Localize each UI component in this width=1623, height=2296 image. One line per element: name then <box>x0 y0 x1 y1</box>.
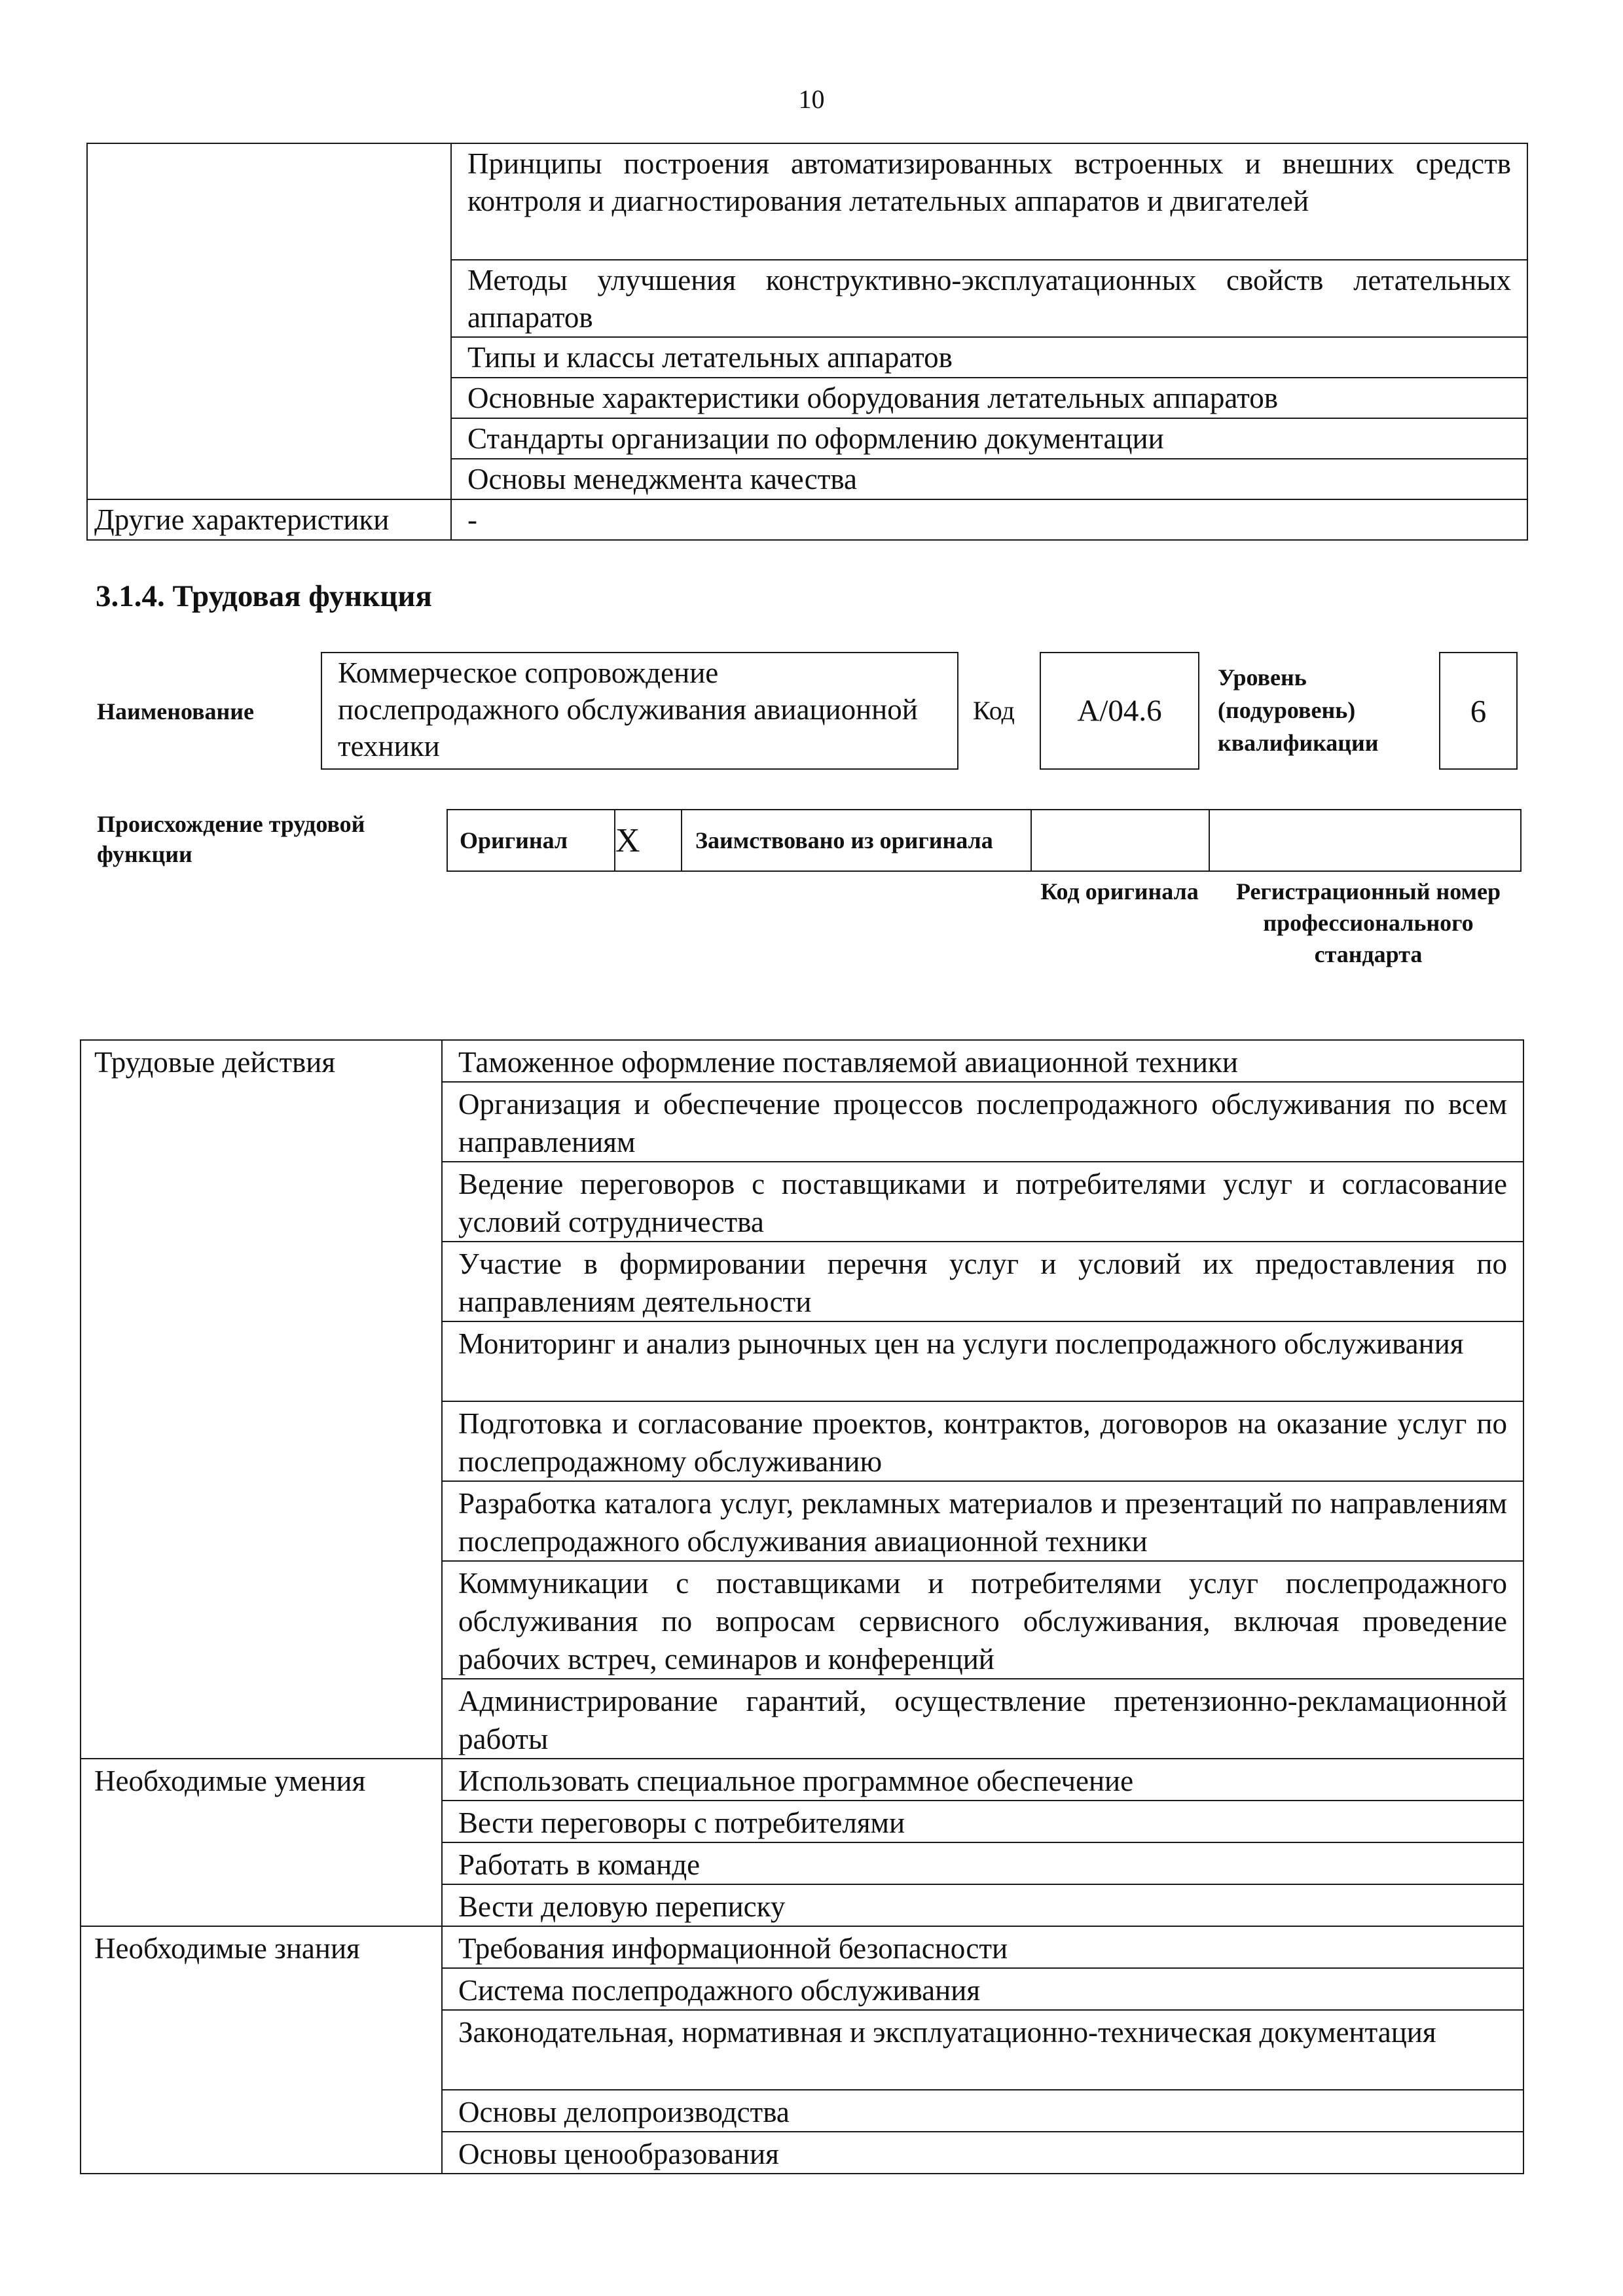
knowledge-item: Основы ценообразования <box>442 2132 1523 2174</box>
required-knowledge-label: Необходимые знания <box>81 1926 442 2174</box>
labor-action-item: Коммуникации с поставщиками и потребителями услуг послепродажного обслуживания по вопросам сервисного обслуживания, включая проведение рабочих встреч, семинаров и конференций <box>442 1561 1523 1679</box>
function-code-box <box>1040 652 1199 770</box>
function-name-value: Коммерческое сопровождение послепродажного обслуживания авиационной техники <box>338 656 918 762</box>
labor-action-item: Подготовка и согласование проектов, контрактов, договоров на оказание услуг по послепродажному обслуживанию <box>442 1401 1523 1481</box>
original-mark: Х <box>615 810 682 871</box>
labor-action-item: Разработка каталога услуг, рекламных материалов и презентаций по направлениям послепродажного обслуживания авиационной техники <box>442 1481 1523 1561</box>
other-characteristics-value: - <box>451 499 1527 540</box>
labor-action-item: Участие в формировании перечня услуг и условий их предоставления по направлениям деятельности <box>442 1242 1523 1321</box>
skill-item: Использовать специальное программное обеспечение <box>442 1759 1523 1801</box>
knowledge-item: Основы менеджмента качества <box>451 459 1527 499</box>
registration-number-cell <box>1209 810 1521 871</box>
qualification-level-value: 6 <box>1470 692 1487 729</box>
labor-action-item: Организация и обеспечение процессов послепродажного обслуживания по всем направлениям <box>442 1082 1523 1162</box>
original-code-cell <box>1031 810 1209 871</box>
knowledge-item: Стандарты организации по оформлению документации <box>451 418 1527 459</box>
code-label: Код <box>973 696 1015 725</box>
registration-number-caption: Регистрационный номер профессионального стандарта <box>1235 878 1501 967</box>
labor-action-item: Таможенное оформление поставляемой авиационной техники <box>442 1040 1523 1082</box>
labor-actions-label: Трудовые действия <box>81 1040 442 1759</box>
skill-item: Работать в команде <box>442 1842 1523 1884</box>
level-label: Уровень (подуровень) квалификации <box>1218 664 1379 756</box>
knowledge-item: Система послепродажного обслуживания <box>442 1968 1523 2010</box>
knowledge-item: Основы делопроизводства <box>442 2090 1523 2132</box>
original-code-caption: Код оригинала <box>1040 878 1199 905</box>
borrowed-label: Заимствовано из оригинала <box>682 810 1031 871</box>
required-skills-label: Необходимые умения <box>81 1759 442 1926</box>
knowledge-continuation-table <box>86 143 1528 541</box>
section-title: 3.1.4. Трудовая функция <box>96 579 432 613</box>
origin-label: Происхождение трудовой функции <box>97 811 365 867</box>
knowledge-item: Законодательная, нормативная и эксплуатационно-техническая документация <box>442 2010 1523 2090</box>
other-characteristics-label: Другие характеристики <box>87 499 451 540</box>
knowledge-item: Типы и классы летательных аппаратов <box>451 337 1527 378</box>
knowledge-item: Основные характеристики оборудования летательных аппаратов <box>451 378 1527 418</box>
qualification-level-box <box>1439 652 1518 770</box>
skill-item: Вести деловую переписку <box>442 1884 1523 1926</box>
empty-label-cell <box>87 143 451 499</box>
knowledge-item: Принципы построения автоматизированных встроенных и внешних средств контроля и диагностирования летательных аппаратов и двигателей <box>451 143 1527 260</box>
origin-table <box>447 809 1522 872</box>
skill-item: Вести переговоры с потребителями <box>442 1801 1523 1842</box>
labor-action-item: Администрирование гарантий, осуществление претензионно-рекламационной работы <box>442 1679 1523 1759</box>
knowledge-item: Требования информационной безопасности <box>442 1926 1523 1968</box>
labor-action-item: Ведение переговоров с поставщиками и потребителями услуг и согласование условий сотрудничества <box>442 1162 1523 1242</box>
function-name-box <box>321 652 958 770</box>
original-label: Оригинал <box>447 810 615 871</box>
page-number: 10 <box>798 84 825 114</box>
name-label: Наименование <box>97 698 254 725</box>
function-code-value: А/04.6 <box>1077 694 1162 728</box>
knowledge-item: Методы улучшения конструктивно-эксплуатационных свойств летательных аппаратов <box>451 260 1527 337</box>
labor-action-item: Мониторинг и анализ рыночных цен на услуги послепродажного обслуживания <box>442 1321 1523 1401</box>
labor-function-table <box>80 1039 1524 2174</box>
